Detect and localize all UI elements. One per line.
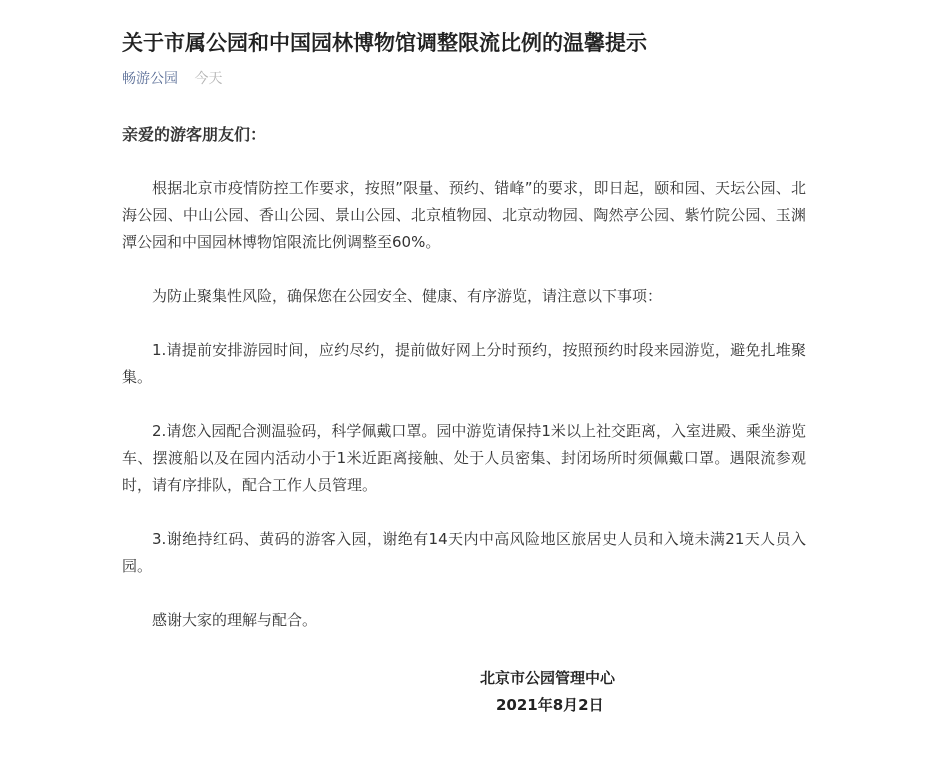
- article-title: 关于市属公园和中国园林博物馆调整限流比例的温馨提示: [122, 31, 647, 55]
- signature-organization: 北京市公园管理中心: [480, 669, 616, 687]
- publish-date: 今天: [194, 71, 223, 87]
- article-body: [122, 121, 806, 661]
- paragraph-notice: 根据北京市疫情防控工作要求，按照”限量、预约、错峰”的要求，即日起，颐和园、天坛公园、北海公园、中山公园、香山公园、景山公园、北京植物园、北京动物园、陶然亭公园、紫竹院公园、玉渊潭公园和中国园林博物馆限流比例调整至60%。: [122, 179, 806, 251]
- paragraph-item-3: 3.谢绝持红码、黄码的游客入园，谢绝有14天内中高风险地区旅居史人员和入境未满21天人员入园。: [122, 530, 806, 575]
- paragraph-thanks: 感谢大家的理解与配合。: [152, 611, 318, 629]
- paragraph-item-2: 2.请您入园配合测温验码，科学佩戴口罩。园中游览请保持1米以上社交距离，入室进殿、乘坐游览车、摆渡船以及在园内活动小于1米近距离接触、处于人员密集、封闭场所时须佩戴口罩。遇限流参观时，请有序排队，配合工作人员管理。: [122, 422, 806, 494]
- author-link[interactable]: 畅游公园: [122, 71, 178, 87]
- article-meta: [122, 69, 222, 89]
- paragraph-intro: 为防止聚集性风险，确保您在公园安全、健康、有序游览，请注意以下事项：: [152, 287, 663, 305]
- paragraph-item-1: 1.请提前安排游园时间，应约尽约，提前做好网上分时预约，按照预约时段来园游览，避免扎堆聚集。: [122, 341, 806, 386]
- greeting: 亲爱的游客朋友们：: [122, 125, 267, 144]
- signature-date: 2021年8月2日: [496, 696, 604, 714]
- signature: [122, 665, 806, 719]
